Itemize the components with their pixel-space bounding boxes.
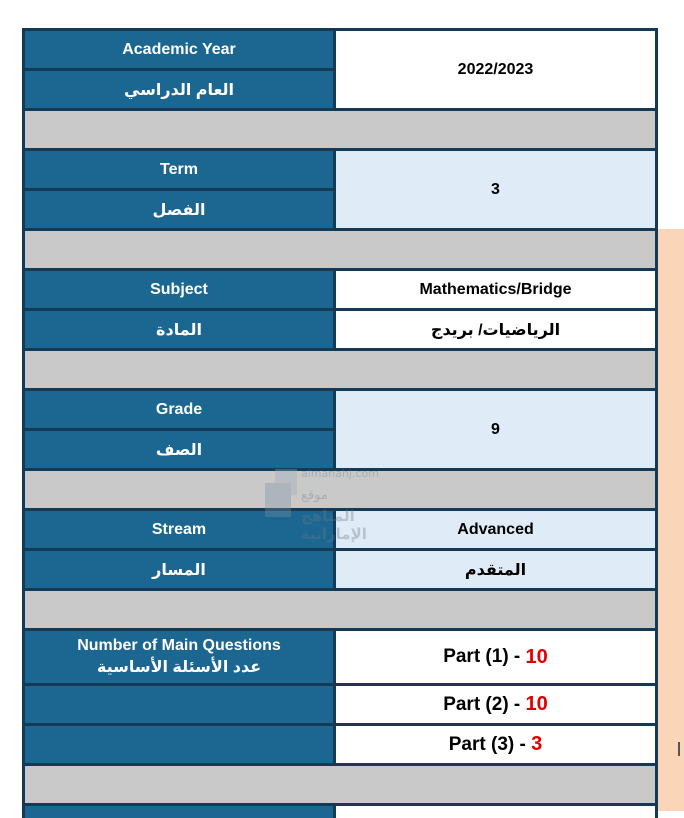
term-label-en: Term xyxy=(25,151,333,188)
grade-value: 9 xyxy=(336,391,655,468)
exam-info-table xyxy=(22,28,658,818)
spacer-row xyxy=(25,471,655,508)
part-1-label: Part (1) - xyxy=(443,646,521,667)
academic-year-label-ar: العام الدراسي xyxy=(25,71,333,108)
academic-year-label-en: Academic Year xyxy=(25,31,333,68)
main-questions-label xyxy=(25,631,333,683)
part-3-row xyxy=(336,726,655,763)
term-label-ar: الفصل xyxy=(25,191,333,228)
main-questions-label-en: Number of Main Questions xyxy=(77,637,281,654)
spacer-row xyxy=(25,351,655,388)
subject-value-ar: الرياضيات/ بريدج xyxy=(336,311,655,348)
grade-label-ar: الصف xyxy=(25,431,333,468)
stream-value-en: Advanced xyxy=(336,511,655,548)
main-questions-label-ar: عدد الأسئلة الأساسية xyxy=(96,659,262,676)
spacer-row xyxy=(25,766,655,803)
stream-label-en: Stream xyxy=(25,511,333,548)
subject-value-en: Mathematics/Bridge xyxy=(336,271,655,308)
main-questions-label-blank xyxy=(25,726,333,763)
spacer-row xyxy=(25,231,655,268)
part-2-row xyxy=(336,686,655,723)
part-1-count: 10 xyxy=(525,645,548,668)
next-row-label-partial xyxy=(25,806,333,818)
academic-year-value: 2022/2023 xyxy=(336,31,655,108)
term-value: 3 xyxy=(336,151,655,228)
grade-label-en: Grade xyxy=(25,391,333,428)
part-2-label: Part (2) - xyxy=(443,693,521,715)
part-2-count: 10 xyxy=(525,693,548,715)
part-1-row xyxy=(336,631,655,683)
watermark-line2: موقع xyxy=(301,487,328,502)
next-row-value-partial xyxy=(336,806,655,818)
part-3-label: Part (3) - xyxy=(448,733,526,755)
spacer-row xyxy=(25,111,655,148)
edge-mark xyxy=(678,742,680,756)
subject-label-en: Subject xyxy=(25,271,333,308)
part-3-count: 3 xyxy=(531,733,543,755)
watermark-site: almanahj.com xyxy=(301,467,379,480)
spacer-row xyxy=(25,591,655,628)
stream-value-ar: المتقدم xyxy=(336,551,655,588)
main-questions-label-blank xyxy=(25,686,333,723)
subject-label-ar: المادة xyxy=(25,311,333,348)
watermark-line3: المناهج الإماراتية xyxy=(301,508,367,543)
side-decoration-band xyxy=(657,229,684,811)
stream-label-ar: المسار xyxy=(25,551,333,588)
